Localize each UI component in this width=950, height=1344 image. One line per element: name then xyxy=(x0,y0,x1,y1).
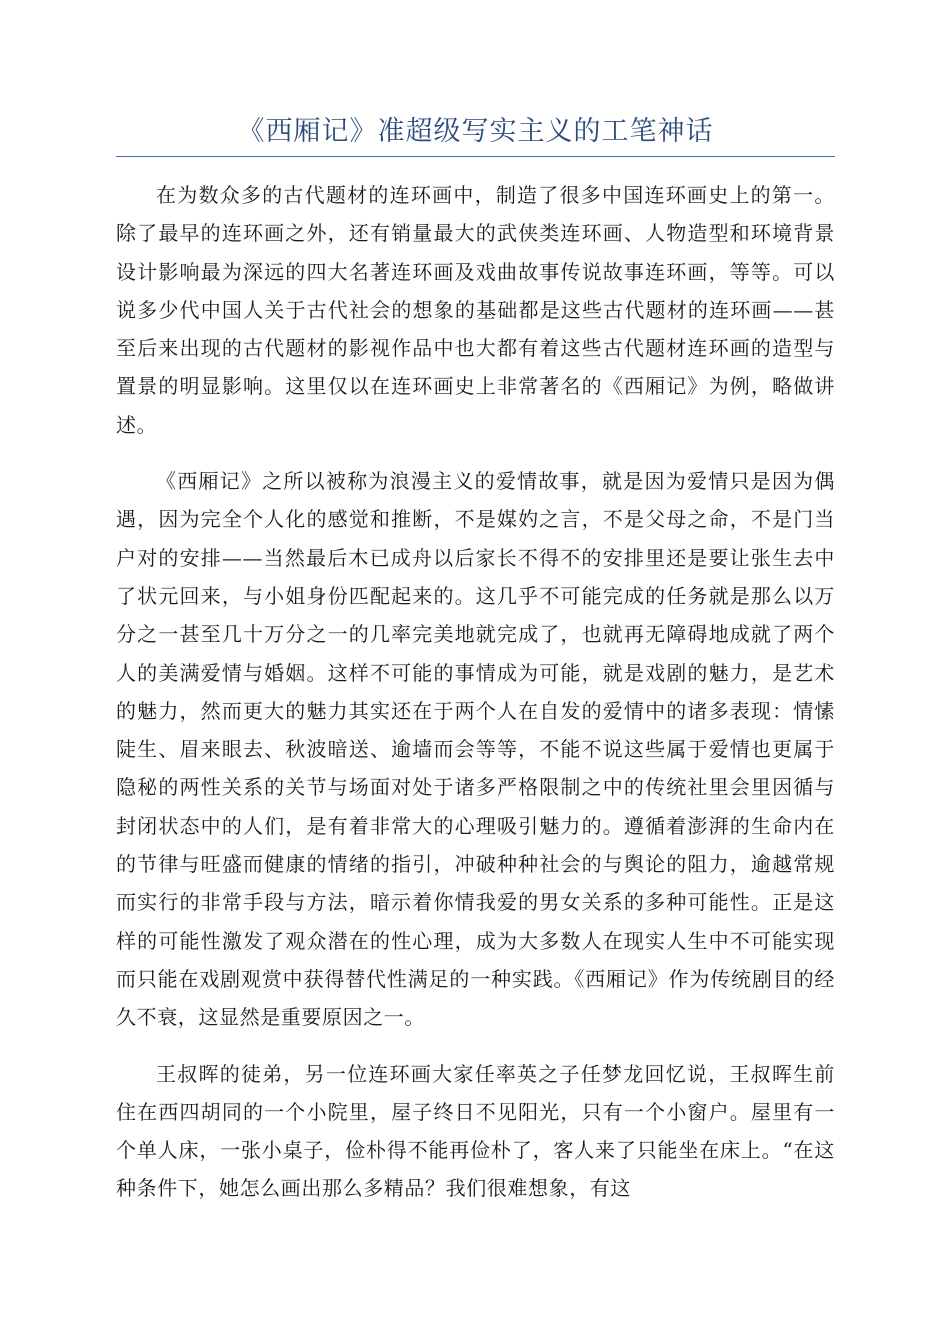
paragraph-3: 王叔晖的徒弟，另一位连环画大家任率英之子任梦龙回忆说，王叔晖生前住在西四胡同的一个小院里，屋子终日不见阳光，只有一个小窗户。屋里有一个单人床，一张小桌子，俭朴得不能再俭朴了，客人来了只能坐在床上。“在这种条件下，她怎么画出那么多精品？我们很难想象，有这 xyxy=(116,1061,835,1201)
document-title: 《西厢记》准超级写实主义的工笔神话 xyxy=(237,116,714,147)
paragraph-2: 《西厢记》之所以被称为浪漫主义的爱情故事，就是因为爱情只是因为偶遇，因为完全个人化的感觉和推断，不是媒妁之言，不是父母之命，不是门当户对的安排——当然最后木已成舟以后家长不得不的安排里还是要让张生去中了状元回来，与小姐身份匹配起来的。这几乎不可能完成的任务就是那么以万分之一甚至几十万分之一的几率完美地就完成了，也就再无障碍地成就了两个人的美满爱情与婚姻。这样不可能的事情成为可能，就是戏剧的魅力，是艺术的魅力，然而更大的魅力其实还在于两个人在自发的爱情中的诸多表现：情愫陡生、眉来眼去、秋波暗送、逾墙而会等等，不能不说这些属于爱情也更属于隐秘的两性关系的关节与场面对处于诸多严格限制之中的传统社里会里因循与封闭状态中的人们，是有着非常大的心理吸引魅力的。遵循着澎湃的生命内在的节律与旺盛而健康的情绪的指引，冲破种种社会的与舆论的阻力，逾越常规而实行的非常手段与方法，暗示着你情我爱的男女关系的多种可能性。正是这样的可能性激发了观众潜在的性心理，成为大多数人在现实人生中不可能实现而只能在戏剧观赏中获得替代性满足的一种实践。《西厢记》作为传统剧目的经久不衰，这显然是重要原因之一。 xyxy=(116,469,835,1030)
paragraph-1: 在为数众多的古代题材的连环画中，制造了很多中国连环画史上的第一。除了最早的连环画之外，还有销量最大的武侠类连环画、人物造型和环境背景设计影响最为深远的四大名著连环画及戏曲故事传说故事连环画，等等。可以说多少代中国人关于古代社会的想象的基础都是这些古代题材的连环画——甚至后来出现的古代题材的影视作品中也大都有着这些古代题材连环画的造型与置景的明显影响。这里仅以在连环画史上非常著名的《西厢记》为例，略做讲述。 xyxy=(116,183,835,437)
document-body xyxy=(116,176,835,1226)
title-block xyxy=(116,108,835,157)
